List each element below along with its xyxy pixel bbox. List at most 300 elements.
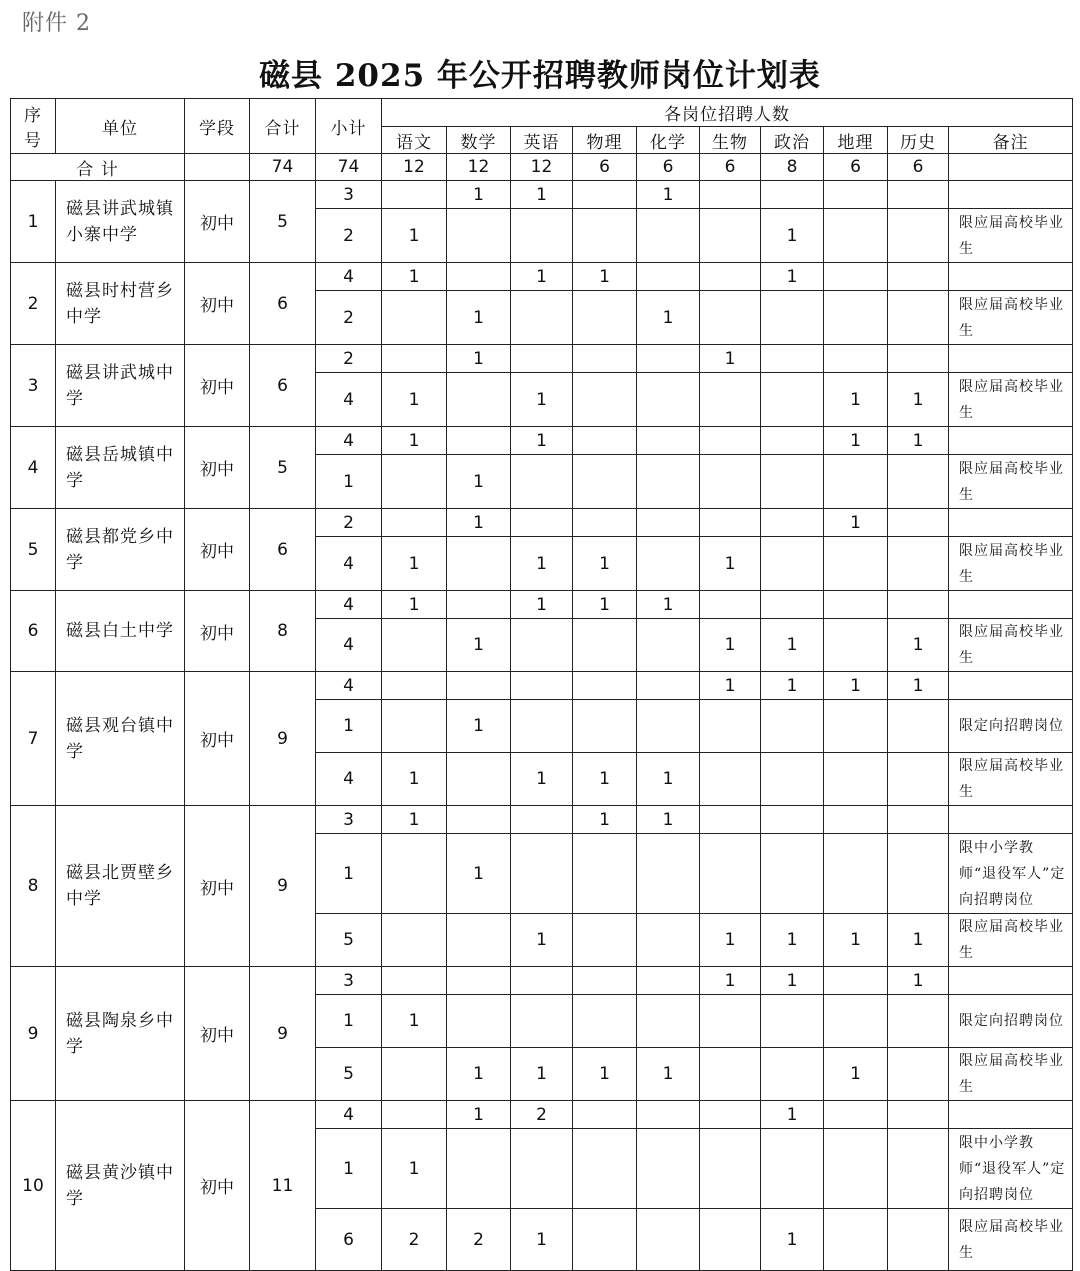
row-subtotal: 1 bbox=[316, 1129, 382, 1209]
subject-count-cell bbox=[824, 619, 888, 672]
subject-count-cell bbox=[637, 995, 700, 1048]
school-no: 4 bbox=[11, 427, 56, 509]
subject-count-cell bbox=[824, 181, 888, 209]
subject-count-cell bbox=[700, 263, 761, 291]
totals-subject-count: 6 bbox=[700, 154, 761, 181]
header-total: 合计 bbox=[250, 99, 316, 154]
subject-count-cell bbox=[573, 1129, 637, 1209]
row-subtotal: 6 bbox=[316, 1209, 382, 1271]
school-no: 7 bbox=[11, 672, 56, 806]
school-total: 9 bbox=[250, 967, 316, 1101]
subject-count-cell bbox=[573, 619, 637, 672]
subject-count-cell bbox=[447, 537, 511, 591]
subject-count-cell bbox=[700, 1209, 761, 1271]
subject-count-cell: 1 bbox=[573, 1048, 637, 1101]
school-total: 8 bbox=[250, 591, 316, 672]
school-unit: 磁县讲武城镇小寨中学 bbox=[56, 181, 185, 263]
row-subtotal: 5 bbox=[316, 914, 382, 967]
subject-count-cell bbox=[700, 995, 761, 1048]
school-unit: 磁县黄沙镇中学 bbox=[56, 1101, 185, 1271]
subject-count-cell bbox=[888, 1101, 949, 1129]
subject-count-cell bbox=[573, 967, 637, 995]
school-total: 6 bbox=[250, 509, 316, 591]
school-unit: 磁县观台镇中学 bbox=[56, 672, 185, 806]
subject-count-cell: 1 bbox=[888, 373, 949, 427]
subject-count-cell bbox=[637, 373, 700, 427]
row-note bbox=[949, 263, 1073, 291]
subject-count-cell bbox=[700, 1129, 761, 1209]
subject-count-cell bbox=[573, 455, 637, 509]
table-row bbox=[11, 345, 1073, 373]
subject-count-cell: 1 bbox=[511, 1209, 573, 1271]
subject-count-cell bbox=[824, 967, 888, 995]
row-subtotal: 4 bbox=[316, 753, 382, 806]
subject-count-cell bbox=[382, 967, 447, 995]
row-subtotal: 1 bbox=[316, 700, 382, 753]
school-total: 6 bbox=[250, 345, 316, 427]
subject-count-cell bbox=[447, 753, 511, 806]
subject-count-cell: 1 bbox=[637, 181, 700, 209]
attachment-label: 附件 2 bbox=[22, 11, 91, 36]
row-subtotal: 1 bbox=[316, 995, 382, 1048]
subject-count-cell bbox=[761, 291, 824, 345]
subject-count-cell bbox=[700, 509, 761, 537]
subject-count-cell: 1 bbox=[824, 509, 888, 537]
row-note: 限应届高校毕业生 bbox=[949, 619, 1073, 672]
subject-count-cell bbox=[888, 1209, 949, 1271]
row-subtotal: 4 bbox=[316, 672, 382, 700]
header-subject: 地理 bbox=[824, 127, 888, 154]
row-note bbox=[949, 509, 1073, 537]
row-note: 限定向招聘岗位 bbox=[949, 995, 1073, 1048]
subject-count-cell bbox=[824, 1209, 888, 1271]
school-total: 9 bbox=[250, 806, 316, 967]
subject-count-cell: 1 bbox=[824, 373, 888, 427]
header-stage: 学段 bbox=[185, 99, 250, 154]
subject-count-cell bbox=[888, 834, 949, 914]
school-no: 5 bbox=[11, 509, 56, 591]
row-subtotal: 1 bbox=[316, 834, 382, 914]
subject-count-cell bbox=[824, 263, 888, 291]
row-note bbox=[949, 1101, 1073, 1129]
school-unit: 磁县北贾壁乡中学 bbox=[56, 806, 185, 967]
subject-count-cell: 1 bbox=[637, 806, 700, 834]
subject-count-cell bbox=[382, 509, 447, 537]
subject-count-cell bbox=[511, 291, 573, 345]
subject-count-cell bbox=[761, 700, 824, 753]
subject-count-cell: 1 bbox=[511, 373, 573, 427]
subject-count-cell: 1 bbox=[511, 591, 573, 619]
table-row bbox=[11, 1101, 1073, 1129]
school-unit: 磁县岳城镇中学 bbox=[56, 427, 185, 509]
subject-count-cell: 1 bbox=[700, 672, 761, 700]
row-subtotal: 5 bbox=[316, 1048, 382, 1101]
subject-count-cell bbox=[511, 509, 573, 537]
subject-count-cell: 1 bbox=[382, 591, 447, 619]
subject-count-cell: 1 bbox=[573, 537, 637, 591]
subject-count-cell bbox=[700, 1048, 761, 1101]
subject-count-cell bbox=[888, 591, 949, 619]
subject-count-cell: 1 bbox=[761, 263, 824, 291]
subject-count-cell: 1 bbox=[761, 967, 824, 995]
subject-count-cell bbox=[824, 753, 888, 806]
subject-count-cell bbox=[700, 455, 761, 509]
subject-count-cell: 2 bbox=[447, 1209, 511, 1271]
table-row bbox=[11, 967, 1073, 995]
subject-count-cell bbox=[382, 1048, 447, 1101]
row-note bbox=[949, 181, 1073, 209]
subject-count-cell: 1 bbox=[511, 1048, 573, 1101]
subject-count-cell: 1 bbox=[761, 672, 824, 700]
subject-count-cell bbox=[382, 672, 447, 700]
school-unit: 磁县讲武城中学 bbox=[56, 345, 185, 427]
subject-count-cell bbox=[447, 1129, 511, 1209]
subject-count-cell: 1 bbox=[447, 1048, 511, 1101]
school-unit: 磁县都党乡中学 bbox=[56, 509, 185, 591]
subject-count-cell bbox=[700, 591, 761, 619]
row-subtotal: 4 bbox=[316, 619, 382, 672]
school-total: 5 bbox=[250, 427, 316, 509]
header-positions-group: 各岗位招聘人数 bbox=[382, 99, 1073, 127]
subject-count-cell: 1 bbox=[761, 209, 824, 263]
school-unit: 磁县时村营乡中学 bbox=[56, 263, 185, 345]
subject-count-cell: 1 bbox=[824, 1048, 888, 1101]
school-stage: 初中 bbox=[185, 345, 250, 427]
subject-count-cell: 1 bbox=[382, 373, 447, 427]
subject-count-cell bbox=[824, 291, 888, 345]
header-subject: 化学 bbox=[637, 127, 700, 154]
subject-count-cell bbox=[382, 455, 447, 509]
subject-count-cell bbox=[824, 1101, 888, 1129]
subject-count-cell: 1 bbox=[637, 291, 700, 345]
row-subtotal: 3 bbox=[316, 181, 382, 209]
totals-subject-count: 12 bbox=[511, 154, 573, 181]
subject-count-cell bbox=[637, 619, 700, 672]
row-note bbox=[949, 427, 1073, 455]
row-note bbox=[949, 672, 1073, 700]
row-subtotal: 3 bbox=[316, 806, 382, 834]
school-unit: 磁县白土中学 bbox=[56, 591, 185, 672]
subject-count-cell: 1 bbox=[573, 263, 637, 291]
header-subject: 英语 bbox=[511, 127, 573, 154]
totals-subject-count: 12 bbox=[382, 154, 447, 181]
header-note: 备注 bbox=[949, 127, 1073, 154]
subject-count-cell bbox=[824, 209, 888, 263]
subject-count-cell: 1 bbox=[511, 427, 573, 455]
subject-count-cell: 1 bbox=[761, 1101, 824, 1129]
school-no: 3 bbox=[11, 345, 56, 427]
subject-count-cell bbox=[573, 1209, 637, 1271]
subject-count-cell: 1 bbox=[888, 619, 949, 672]
subject-count-cell bbox=[573, 345, 637, 373]
subject-count-cell bbox=[888, 455, 949, 509]
subject-count-cell bbox=[447, 995, 511, 1048]
row-subtotal: 3 bbox=[316, 967, 382, 995]
subject-count-cell bbox=[447, 967, 511, 995]
row-subtotal: 4 bbox=[316, 1101, 382, 1129]
subject-count-cell: 1 bbox=[573, 753, 637, 806]
row-note bbox=[949, 967, 1073, 995]
subject-count-cell bbox=[700, 753, 761, 806]
page-title: 磁县 2025 年公开招聘教师岗位计划表 bbox=[259, 58, 821, 94]
subject-count-cell: 1 bbox=[511, 537, 573, 591]
subject-count-cell bbox=[824, 537, 888, 591]
row-note: 限应届高校毕业生 bbox=[949, 1048, 1073, 1101]
subject-count-cell: 1 bbox=[447, 700, 511, 753]
subject-count-cell: 1 bbox=[447, 291, 511, 345]
subject-count-cell bbox=[700, 373, 761, 427]
subject-count-cell: 1 bbox=[447, 619, 511, 672]
row-subtotal: 4 bbox=[316, 373, 382, 427]
subject-count-cell bbox=[382, 914, 447, 967]
subject-count-cell: 1 bbox=[447, 181, 511, 209]
subject-count-cell bbox=[888, 537, 949, 591]
row-note: 限中小学教师“退役军人”定向招聘岗位 bbox=[949, 834, 1073, 914]
subject-count-cell bbox=[573, 373, 637, 427]
subject-count-cell: 2 bbox=[511, 1101, 573, 1129]
subject-count-cell: 1 bbox=[382, 995, 447, 1048]
subject-count-cell bbox=[447, 373, 511, 427]
header-no: 序 号 bbox=[11, 99, 56, 154]
subject-count-cell bbox=[573, 291, 637, 345]
row-note: 限中小学教师“退役军人”定向招聘岗位 bbox=[949, 1129, 1073, 1209]
school-unit: 磁县陶泉乡中学 bbox=[56, 967, 185, 1101]
subject-count-cell bbox=[447, 427, 511, 455]
subject-count-cell: 1 bbox=[447, 345, 511, 373]
subject-count-cell: 1 bbox=[382, 263, 447, 291]
subject-count-cell: 1 bbox=[573, 591, 637, 619]
subject-count-cell bbox=[511, 967, 573, 995]
subject-count-cell bbox=[761, 537, 824, 591]
totals-stage bbox=[185, 154, 250, 181]
subject-count-cell bbox=[511, 834, 573, 914]
subject-count-cell bbox=[824, 806, 888, 834]
subject-count-cell: 1 bbox=[700, 537, 761, 591]
subject-count-cell bbox=[637, 914, 700, 967]
subject-count-cell bbox=[382, 181, 447, 209]
subject-count-cell: 1 bbox=[447, 1101, 511, 1129]
table-row bbox=[11, 509, 1073, 537]
row-note: 限应届高校毕业生 bbox=[949, 373, 1073, 427]
header-subject: 物理 bbox=[573, 127, 637, 154]
totals-subject-count: 8 bbox=[761, 154, 824, 181]
subject-count-cell bbox=[761, 753, 824, 806]
totals-subject-count: 6 bbox=[573, 154, 637, 181]
subject-count-cell bbox=[637, 455, 700, 509]
subject-count-cell: 1 bbox=[761, 619, 824, 672]
header-subject: 生物 bbox=[700, 127, 761, 154]
subject-count-cell bbox=[382, 1101, 447, 1129]
subject-count-cell bbox=[888, 995, 949, 1048]
subject-count-cell: 1 bbox=[511, 263, 573, 291]
subject-count-cell bbox=[888, 806, 949, 834]
header-subject: 历史 bbox=[888, 127, 949, 154]
subject-count-cell bbox=[382, 291, 447, 345]
subject-count-cell: 1 bbox=[511, 914, 573, 967]
totals-subtotal: 74 bbox=[316, 154, 382, 181]
subject-count-cell: 1 bbox=[573, 806, 637, 834]
subject-count-cell bbox=[824, 591, 888, 619]
subject-count-cell bbox=[447, 263, 511, 291]
row-subtotal: 2 bbox=[316, 209, 382, 263]
school-total: 6 bbox=[250, 263, 316, 345]
subject-count-cell bbox=[637, 537, 700, 591]
subject-count-cell bbox=[761, 455, 824, 509]
subject-count-cell: 1 bbox=[888, 672, 949, 700]
school-stage: 初中 bbox=[185, 263, 250, 345]
totals-subject-count: 6 bbox=[888, 154, 949, 181]
subject-count-cell: 1 bbox=[382, 806, 447, 834]
subject-count-cell: 1 bbox=[888, 427, 949, 455]
table-row bbox=[11, 591, 1073, 619]
subject-count-cell bbox=[888, 1129, 949, 1209]
subject-count-cell bbox=[761, 181, 824, 209]
table-row bbox=[11, 806, 1073, 834]
subject-count-cell bbox=[888, 509, 949, 537]
subject-count-cell bbox=[761, 373, 824, 427]
subject-count-cell: 1 bbox=[700, 345, 761, 373]
subject-count-cell bbox=[511, 700, 573, 753]
row-note: 限应届高校毕业生 bbox=[949, 291, 1073, 345]
school-no: 8 bbox=[11, 806, 56, 967]
row-note bbox=[949, 591, 1073, 619]
subject-count-cell bbox=[824, 995, 888, 1048]
subject-count-cell: 1 bbox=[447, 455, 511, 509]
subject-count-cell bbox=[447, 672, 511, 700]
row-note: 限应届高校毕业生 bbox=[949, 455, 1073, 509]
subject-count-cell bbox=[511, 345, 573, 373]
subject-count-cell bbox=[447, 806, 511, 834]
recruitment-plan-table bbox=[10, 98, 1073, 1271]
header-subject: 语文 bbox=[382, 127, 447, 154]
row-subtotal: 4 bbox=[316, 591, 382, 619]
subject-count-cell: 1 bbox=[382, 753, 447, 806]
subject-count-cell bbox=[573, 1101, 637, 1129]
row-subtotal: 2 bbox=[316, 509, 382, 537]
row-note bbox=[949, 345, 1073, 373]
subject-count-cell bbox=[382, 619, 447, 672]
table-row bbox=[11, 427, 1073, 455]
subject-count-cell bbox=[573, 700, 637, 753]
table-row bbox=[11, 263, 1073, 291]
subject-count-cell: 1 bbox=[382, 209, 447, 263]
subject-count-cell: 1 bbox=[637, 1048, 700, 1101]
subject-count-cell bbox=[573, 427, 637, 455]
row-subtotal: 4 bbox=[316, 263, 382, 291]
subject-count-cell: 1 bbox=[637, 591, 700, 619]
table-row bbox=[11, 672, 1073, 700]
subject-count-cell: 1 bbox=[382, 1129, 447, 1209]
subject-count-cell bbox=[888, 700, 949, 753]
row-subtotal: 4 bbox=[316, 537, 382, 591]
subject-count-cell bbox=[447, 591, 511, 619]
subject-count-cell bbox=[382, 834, 447, 914]
subject-count-cell bbox=[824, 700, 888, 753]
school-no: 1 bbox=[11, 181, 56, 263]
school-no: 6 bbox=[11, 591, 56, 672]
subject-count-cell bbox=[888, 1048, 949, 1101]
row-note bbox=[949, 806, 1073, 834]
subject-count-cell: 1 bbox=[382, 427, 447, 455]
subject-count-cell bbox=[511, 672, 573, 700]
subject-count-cell bbox=[700, 181, 761, 209]
school-total: 9 bbox=[250, 672, 316, 806]
subject-count-cell bbox=[447, 209, 511, 263]
subject-count-cell bbox=[824, 834, 888, 914]
subject-count-cell bbox=[761, 591, 824, 619]
subject-count-cell bbox=[637, 345, 700, 373]
subject-count-cell bbox=[573, 509, 637, 537]
table-row bbox=[11, 181, 1073, 209]
subject-count-cell bbox=[888, 209, 949, 263]
totals-total: 74 bbox=[250, 154, 316, 181]
subject-count-cell bbox=[761, 995, 824, 1048]
subject-count-cell: 1 bbox=[824, 672, 888, 700]
header-unit: 单位 bbox=[56, 99, 185, 154]
subject-count-cell bbox=[637, 1129, 700, 1209]
subject-count-cell bbox=[888, 345, 949, 373]
totals-subject-count: 6 bbox=[824, 154, 888, 181]
subject-count-cell bbox=[700, 700, 761, 753]
subject-count-cell bbox=[573, 181, 637, 209]
school-no: 2 bbox=[11, 263, 56, 345]
subject-count-cell bbox=[637, 1209, 700, 1271]
subject-count-cell bbox=[573, 995, 637, 1048]
subject-count-cell: 1 bbox=[824, 914, 888, 967]
school-no: 9 bbox=[11, 967, 56, 1101]
subject-count-cell bbox=[573, 209, 637, 263]
subject-count-cell bbox=[511, 995, 573, 1048]
subject-count-cell bbox=[700, 209, 761, 263]
subject-count-cell: 1 bbox=[761, 1209, 824, 1271]
subject-count-cell: 1 bbox=[637, 753, 700, 806]
subject-count-cell: 1 bbox=[511, 753, 573, 806]
subject-count-cell bbox=[637, 263, 700, 291]
totals-subject-count: 12 bbox=[447, 154, 511, 181]
subject-count-cell bbox=[637, 209, 700, 263]
subject-count-cell bbox=[382, 700, 447, 753]
subject-count-cell: 1 bbox=[888, 914, 949, 967]
subject-count-cell: 2 bbox=[382, 1209, 447, 1271]
row-note: 限应届高校毕业生 bbox=[949, 1209, 1073, 1271]
subject-count-cell bbox=[511, 455, 573, 509]
subject-count-cell: 1 bbox=[447, 509, 511, 537]
school-stage: 初中 bbox=[185, 509, 250, 591]
school-total: 5 bbox=[250, 181, 316, 263]
header-subject: 政治 bbox=[761, 127, 824, 154]
subject-count-cell bbox=[888, 181, 949, 209]
subject-count-cell bbox=[573, 914, 637, 967]
subject-count-cell bbox=[637, 700, 700, 753]
totals-subject-count: 6 bbox=[637, 154, 700, 181]
subject-count-cell bbox=[761, 509, 824, 537]
row-subtotal: 2 bbox=[316, 345, 382, 373]
row-subtotal: 4 bbox=[316, 427, 382, 455]
subject-count-cell: 1 bbox=[700, 914, 761, 967]
totals-label: 合 计 bbox=[11, 154, 185, 181]
school-stage: 初中 bbox=[185, 591, 250, 672]
row-note: 限定向招聘岗位 bbox=[949, 700, 1073, 753]
row-subtotal: 1 bbox=[316, 455, 382, 509]
subject-count-cell bbox=[382, 345, 447, 373]
subject-count-cell bbox=[511, 1129, 573, 1209]
subject-count-cell bbox=[637, 967, 700, 995]
header-subject: 数学 bbox=[447, 127, 511, 154]
header-subtotal: 小计 bbox=[316, 99, 382, 154]
subject-count-cell bbox=[888, 263, 949, 291]
school-total: 11 bbox=[250, 1101, 316, 1271]
row-subtotal: 2 bbox=[316, 291, 382, 345]
